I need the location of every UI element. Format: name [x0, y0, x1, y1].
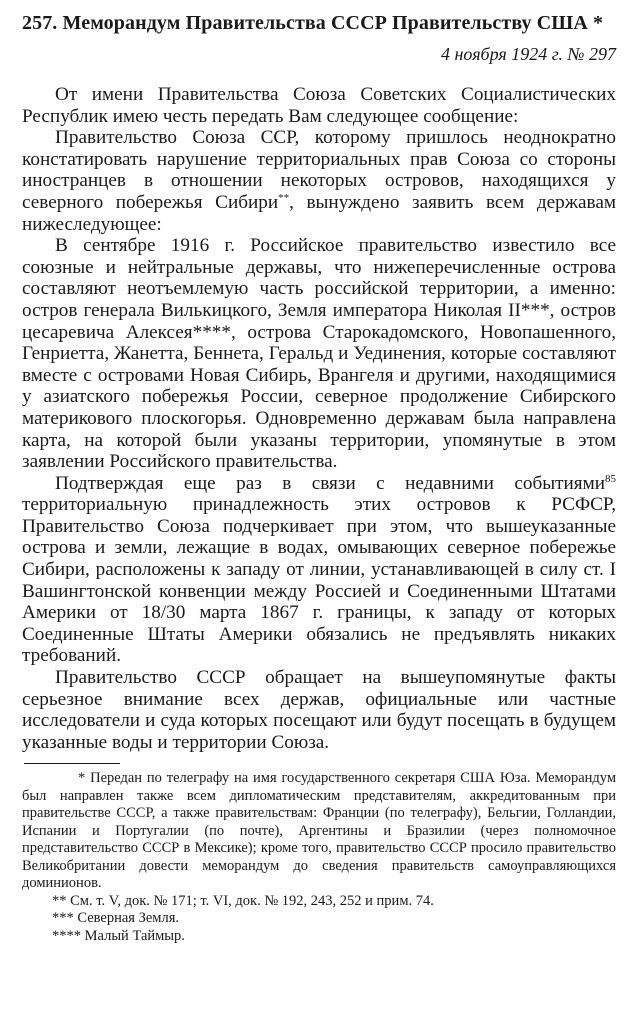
footnote-line: **** Малый Таймыр. — [52, 927, 185, 944]
footnote-main: * Передан по телеграфу на имя государственного секретаря США Юза. Меморандум был направлен также всем дипломатическим представителям, аккредитованным при правительстве СССР, а также правительствам: Франции (по телеграфу), Бельгии, Голландии, Испании и Португалии (по почте), Аргентины и Бразилии (через полномочное представительство СССР в Мексике); кроме того, правительство СССР просило правительство Великобритании довести меморандум до сведения правительств самоуправляющихся доминионов. — [22, 770, 616, 892]
paragraph-text: В сентябре 1916 г. Российское правительство известило все союзные и нейтральные державы, что нижеперечисленные острова составляют неотъемлемую часть российской территории, а именно: остров генерала Вилькицкого, Земля императора Николая II***, остров цесаревича Алексея****, острова Старокадомского, Новопашенного, Генриетта, Жанетта, Беннета, Геральд и Уединения, которые составляют вместе с островами Новая Сибирь, Врангеля и другими, находящимися у азиатского побережья России, северное продолжение Сибирского материкового плоскогорья. Одновременно державам была направлена карта, на которой были указаны территории, упомянутые в этом заявлении Российского правительства. — [22, 235, 616, 473]
paragraph — [22, 667, 616, 753]
footnote-marker: ** — [278, 191, 290, 204]
paragraph — [22, 84, 616, 127]
paragraph-text-tail: территориальную принадлежность этих островов к РСФСР, Правительство Союза подчеркивает при этом, что вышеуказанные острова и земли, лежащие в водах, омывающих северное побережье Сибири, расположены к западу от линии, устанавливающей в силу ст. I Вашингтонской конвенции между Россией и Соединенными Штатами Америки от 18/30 марта 1867 г. границы, к западу от которых Соединенные Штаты Америки обязались не предъявлять никаких требований. — [22, 494, 616, 667]
paragraph — [22, 235, 616, 473]
document-page — [22, 10, 616, 945]
footnote-divider — [24, 763, 120, 764]
note-reference: 85 — [605, 472, 616, 485]
footnotes — [22, 770, 616, 945]
document-date: 4 ноября 1924 г. № 297 — [441, 44, 616, 64]
paragraph-text-tail: , вынуждено заявить всем державам нижеследующее: — [22, 191, 616, 235]
paragraph-text: От имени Правительства Союза Советских Социалистических Республик имею честь передать Вам следующее сообщение: — [22, 84, 616, 127]
document-body — [22, 84, 616, 753]
paragraph-text: Правительство СССР обращает на вышеупомянутые факты серьезное внимание всех держав, официальные или частные исследователи и суда которых посещают или будут посещать в будущем указанные воды и территории Союза. — [22, 667, 616, 753]
paragraph-text: Правительство Союза ССР, которому пришлось неоднократно констатировать нарушение территориальных прав Союза со стороны иностранцев в отношении некоторых островов, находящихся у северного побережья Сибири — [22, 127, 616, 213]
document-title: 257. Меморандум Правительства СССР Правительству США * — [22, 12, 604, 34]
paragraph — [22, 127, 616, 235]
footnote-line: *** Северная Земля. — [52, 910, 180, 927]
paragraph-text: Подтверждая еще раз в связи с недавними событиями — [55, 472, 605, 494]
paragraph — [22, 473, 616, 667]
footnote-line: ** См. т. V, док. № 171; т. VI, док. № 192, 243, 252 и прим. 74. — [52, 892, 434, 909]
